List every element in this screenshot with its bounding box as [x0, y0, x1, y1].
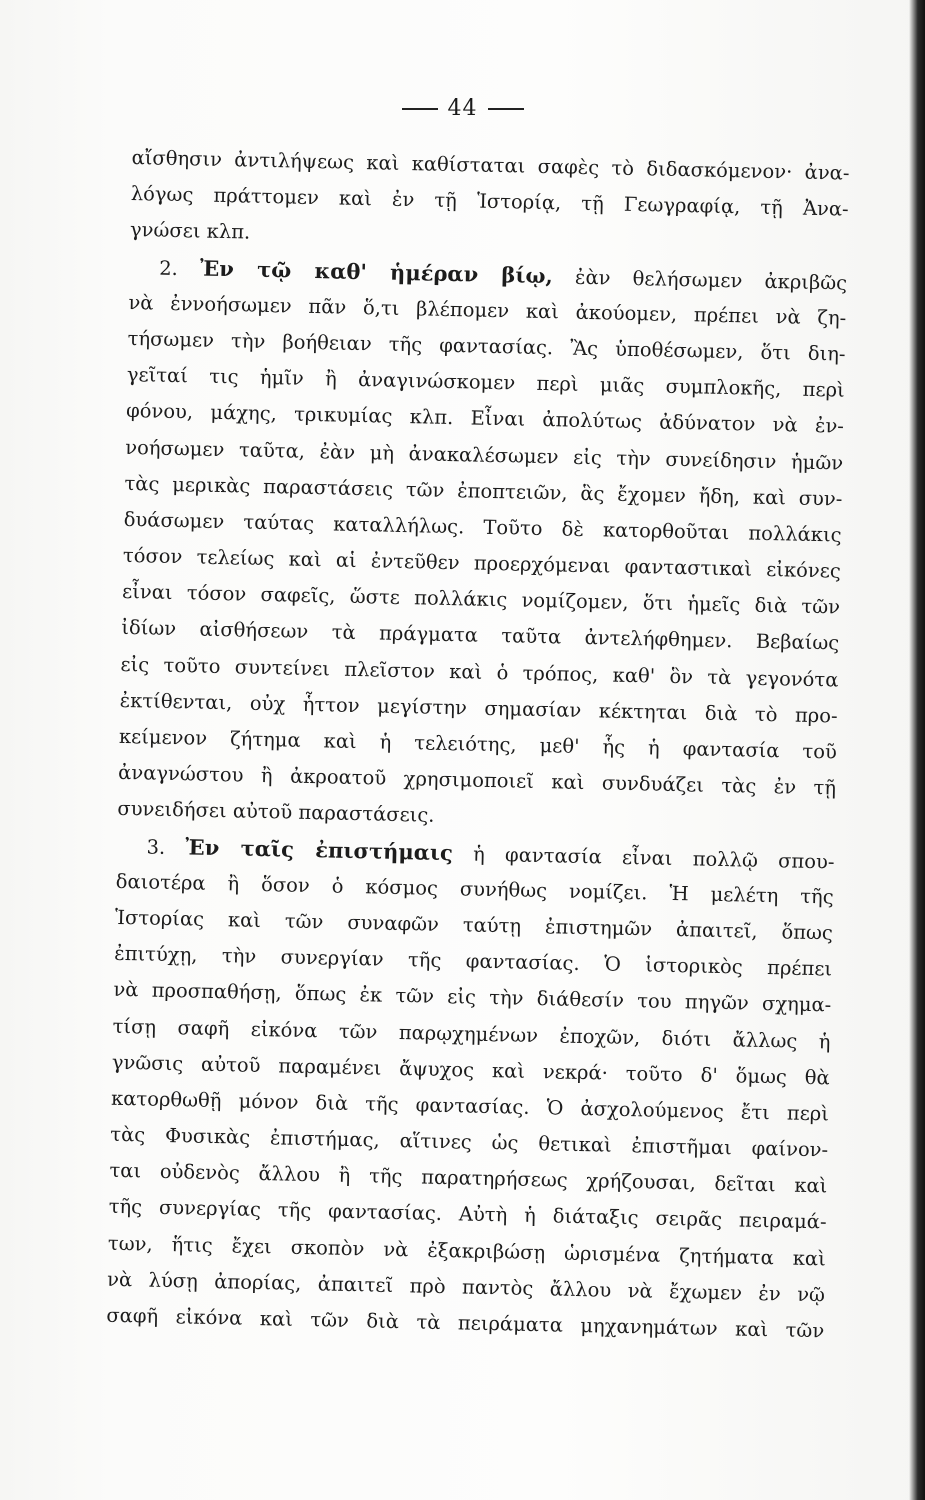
section-number: 3.	[146, 835, 166, 859]
text-line: εἶναι τόσον σαφεῖς, ὥστε πολλάκις νομίζομεν, ὅτι ἡμεῖς διὰ τῶν	[121, 580, 841, 619]
text-line: τόσον τελείως καὶ αἱ ἐντεῦθεν προερχόμεναι φανταστικαὶ εἰκόνες	[122, 543, 842, 583]
text-line: δυάσωμεν ταύτας καταλλήλως. Τοῦτο δὲ κατορθοῦται πολλάκις	[123, 507, 842, 547]
text-line: εἰς τοῦτο συντείνει πλεῖστον καὶ ὁ τρόπος, καθ' ὃν τὰ γεγονότα	[120, 652, 839, 692]
text-line: φόνου, μάχης, τρικυμίας κλπ. Εἶναι ἀπολύτως ἀδύνατον νὰ ἐν-	[125, 399, 845, 438]
text-line: νὰ προσπαθήσῃ, ὅπως ἐκ τῶν εἰς τὴν διάθεσίν του πηγῶν σχημα-	[113, 978, 832, 1017]
text-line: σαφῆ εἰκόνα καὶ τῶν διὰ τὰ πειράματα μηχανημάτων καὶ τῶν	[106, 1303, 825, 1343]
page-number: 44	[447, 96, 478, 121]
text-line: ἐκτίθενται, οὐχ ἧττον μεγίστην σημασίαν κέκτηται διὰ τὸ προ-	[119, 688, 838, 728]
text-line: γνῶσις αὐτοῦ παραμένει ἄψυχος καὶ νεκρά· τοῦτο δ' ὅμως θὰ	[111, 1050, 830, 1090]
text-line: συνειδήσει αὐτοῦ παραστάσεις.	[117, 797, 435, 828]
text-line: τὰς μερικὰς παραστάσεις τῶν ἐποπτειῶν, ἃς ἔχομεν ἤδη, καὶ συν-	[124, 471, 843, 511]
text-line: νοήσωμεν ταῦτα, ἐὰν μὴ ἀνακαλέσωμεν εἰς τὴν συνείδησιν ἡμῶν	[125, 435, 844, 475]
text-line: λόγως πράττομεν καὶ ἐν τῇ Ἱστορίᾳ, τῇ Γεωγραφίᾳ, τῇ Ἀνα-	[130, 182, 849, 221]
right-dash	[488, 108, 524, 110]
text-line: ἐπιτύχῃ, τὴν συνεργίαν τῆς φαντασίας. Ὁ ἱστορικὸς πρέπει	[113, 941, 833, 981]
page-edge-shadow	[909, 0, 925, 1500]
section-heading: Ἐν ταῖς ἐπιστήμαις	[185, 833, 454, 865]
text-line: δαιοτέρα ἢ ὅσον ὁ κόσμος συνήθως νομίζει. Ἡ μελέτη τῆς	[115, 869, 834, 909]
text-line: γεῖταί τις ἡμῖν ἢ ἀναγινώσκομεν περὶ μιᾶς συμπλοκῆς, περὶ	[126, 363, 845, 402]
text-line: τὰς Φυσικὰς ἐπιστήμας, αἵτινες ὡς θετικαὶ ἐπιστῆμαι φαίνον-	[110, 1122, 829, 1162]
text-line: γνώσει κλπ.	[129, 218, 251, 244]
text-line: κατορθωθῇ μόνον διὰ τῆς φαντασίας. Ὁ ἀσχολούμενος ἔτι περὶ	[110, 1086, 830, 1126]
section-heading: Ἐν τῷ καθ' ἡμέραν βίῳ,	[199, 255, 554, 288]
text-line: ἰδίων αἰσθήσεων τὰ πράγματα ταῦτα ἀντελήφθημεν. Βεβαίως	[121, 616, 840, 655]
text-line: αἴσθησιν ἀντιλήψεως καὶ καθίσταται σαφὲς τὸ διδασκόμενον· ἀνα-	[131, 145, 850, 185]
text-line: τήσωμεν τὴν βοήθειαν τῆς φαντασίας. Ἂς ὑποθέσωμεν, ὅτι διη-	[127, 326, 846, 366]
section-number: 2.	[158, 256, 179, 280]
text-run: ἐὰν θελήσωμεν ἀκριβῶς	[574, 265, 848, 295]
text-line: τῆς συνεργίας τῆς φαντασίας. Αὐτὴ ἡ διάταξις σειρᾶς πειραμά-	[108, 1195, 827, 1234]
text-line: ται οὐδενὸς ἄλλου ἢ τῆς παρατηρήσεως χρήζουσαι, δεῖται καὶ	[109, 1159, 828, 1198]
text-line: νὰ ἐννοήσωμεν πᾶν ὅ,τι βλέπομεν καὶ ἀκούομεν, πρέπει νὰ ζη-	[128, 290, 847, 330]
text-line: Ἱστορίας καὶ τῶν συναφῶν ταύτῃ ἐπιστημῶν ἀπαιτεῖ, ὅπως	[114, 905, 834, 945]
text-line: ἀναγνώστου ἢ ἀκροατοῦ χρησιμοποιεῖ καὶ συνδυάζει τὰς ἐν τῇ	[117, 761, 837, 800]
text-run: ἡ φαντασία εἶναι πολλῷ σπου-	[472, 842, 835, 874]
body-text	[106, 140, 850, 1350]
text-line: τίσῃ σαφῆ εἰκόνα τῶν παρῳχημένων ἐποχῶν, διότι ἄλλως ἡ	[112, 1014, 831, 1053]
left-dash	[402, 108, 438, 110]
page-number-header	[0, 96, 925, 121]
text-line: νὰ λύσῃ ἀπορίας, ἀπαιτεῖ πρὸ παντὸς ἄλλου νὰ ἔχωμεν ἐν νῷ	[106, 1267, 826, 1307]
text-line: κείμενον ζήτημα καὶ ἡ τελειότης, μεθ' ἧς ἡ φαντασία τοῦ	[118, 724, 838, 764]
text-line: των, ἥτις ἔχει σκοπὸν νὰ ἐξακριβώσῃ ὡρισμένα ζητήματα καὶ	[107, 1231, 827, 1271]
